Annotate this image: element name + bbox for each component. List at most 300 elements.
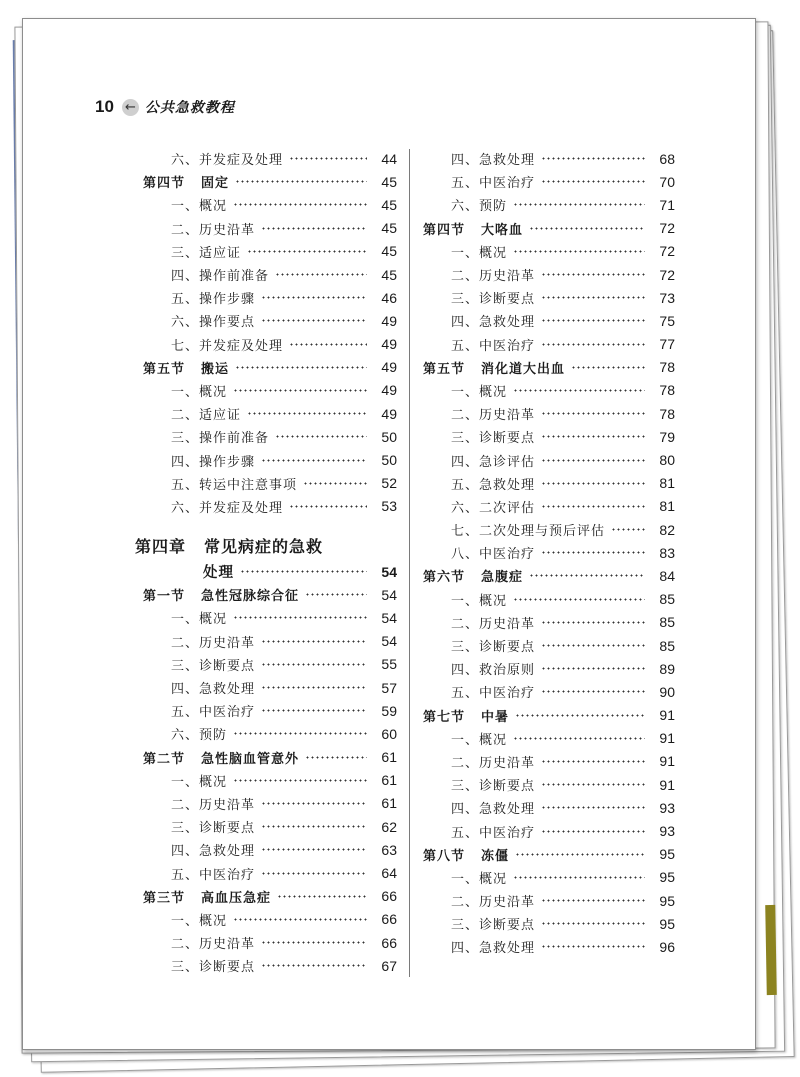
toc-entry[interactable] — [415, 147, 675, 170]
entry-page: 49 — [381, 382, 397, 399]
entry-page: 54 — [381, 633, 397, 650]
toc-group — [135, 583, 397, 977]
toc-section[interactable] — [135, 170, 397, 193]
entry-label: 四、急诊评估 — [451, 454, 536, 470]
leader-dots — [233, 779, 367, 782]
entry-label: 三、诊断要点 — [451, 640, 536, 656]
entry-label: 三、诊断要点 — [171, 960, 256, 976]
entry-label: 五、转运中注意事项 — [171, 477, 298, 493]
entry-page: 91 — [659, 753, 675, 770]
section-number: 第五节 — [423, 361, 466, 377]
entry-label: 二、历史沿革 — [451, 269, 536, 285]
entry-page: 95 — [659, 846, 675, 863]
leader-dots — [233, 203, 367, 206]
leader-dots — [289, 157, 367, 160]
entry-label: 四、急救处理 — [451, 941, 536, 957]
leader-dots — [541, 899, 645, 902]
entry-label: 三、适应证 — [171, 245, 242, 261]
entry-page: 90 — [659, 683, 675, 700]
toc-section[interactable] — [415, 217, 675, 240]
toc-entry[interactable] — [415, 425, 675, 448]
entry-page: 78 — [659, 359, 675, 376]
toc-entry[interactable] — [135, 699, 397, 722]
section-title — [135, 172, 235, 191]
toc-entry[interactable] — [135, 495, 397, 518]
entry-page: 50 — [381, 452, 397, 469]
leader-dots — [541, 806, 645, 809]
leader-dots — [261, 663, 367, 666]
entry-page: 45 — [381, 196, 397, 213]
leader-dots — [541, 459, 645, 462]
leader-dots — [541, 690, 645, 693]
entry-label: 五、中医治疗 — [451, 825, 536, 841]
leader-dots — [233, 918, 367, 921]
leader-dots — [235, 366, 367, 369]
toc-entry[interactable] — [415, 379, 675, 402]
leader-dots — [261, 802, 367, 805]
entry-page: 80 — [659, 452, 675, 469]
entry-label: 五、中医治疗 — [451, 686, 536, 702]
toc-entry[interactable] — [415, 889, 675, 912]
toc-section[interactable] — [415, 564, 675, 587]
toc-entry[interactable] — [135, 931, 397, 954]
leader-dots — [513, 203, 645, 206]
toc-entry[interactable] — [135, 333, 397, 356]
section-title — [415, 566, 529, 585]
toc-entry[interactable] — [415, 773, 675, 796]
entry-label: 六、预防 — [171, 728, 228, 744]
entry-page: 53 — [381, 498, 397, 515]
toc-entry[interactable] — [135, 769, 397, 792]
leader-dots — [275, 435, 367, 438]
entry-label: 六、并发症及处理 — [171, 153, 284, 169]
entry-label: 六、二次评估 — [451, 500, 536, 516]
entry-label: 三、诊断要点 — [451, 918, 536, 934]
entry-label: 七、并发症及处理 — [171, 338, 284, 354]
leader-dots — [247, 250, 367, 253]
toc-group — [415, 147, 675, 959]
leader-dots — [541, 922, 645, 925]
entry-page: 75 — [659, 312, 675, 329]
entry-page: 50 — [381, 428, 397, 445]
entry-label: 二、历史沿革 — [451, 616, 536, 632]
leader-dots — [513, 389, 645, 392]
entry-label: 一、概况 — [171, 774, 228, 790]
section-label: 高血压急症 — [201, 890, 272, 906]
leader-dots — [303, 482, 367, 485]
toc-section[interactable] — [415, 356, 675, 379]
toc-section[interactable] — [415, 704, 675, 727]
entry-page: 79 — [659, 428, 675, 445]
entry-page: 66 — [381, 888, 397, 905]
column-divider — [409, 149, 410, 977]
leader-dots — [261, 941, 367, 944]
toc-entry[interactable] — [415, 286, 675, 309]
entry-label: 三、诊断要点 — [451, 779, 536, 795]
leader-dots — [305, 593, 367, 596]
entry-label: 一、概况 — [451, 593, 508, 609]
entry-label: 二、历史沿革 — [171, 222, 256, 238]
toc-entry[interactable] — [415, 448, 675, 471]
toc-section[interactable] — [135, 583, 397, 606]
toc-entry[interactable] — [415, 866, 675, 889]
entry-page: 54 — [381, 586, 397, 603]
section-number: 第四节 — [423, 222, 466, 238]
entry-page: 93 — [659, 823, 675, 840]
entry-label: 八、中医治疗 — [451, 547, 536, 563]
toc-entry[interactable] — [415, 680, 675, 703]
toc-section[interactable] — [135, 356, 397, 379]
entry-page: 61 — [381, 749, 397, 766]
toc-entry[interactable] — [135, 606, 397, 629]
entry-page: 82 — [659, 521, 675, 538]
leader-dots — [240, 570, 367, 573]
entry-label: 三、诊断要点 — [451, 431, 536, 447]
toc-entry[interactable] — [135, 402, 397, 425]
entry-label: 五、中医治疗 — [451, 338, 536, 354]
leader-dots — [541, 760, 645, 763]
toc-entry[interactable] — [415, 170, 675, 193]
entry-page: 49 — [381, 312, 397, 329]
entry-page: 61 — [381, 795, 397, 812]
leader-dots — [261, 848, 367, 851]
entry-label: 一、概况 — [171, 384, 228, 400]
entry-label: 四、急救处理 — [171, 844, 256, 860]
entry-page: 83 — [659, 544, 675, 561]
leader-dots — [541, 273, 645, 276]
entry-label: 一、概况 — [171, 612, 228, 628]
leader-dots — [261, 319, 367, 322]
entry-page: 45 — [381, 266, 397, 283]
chapter-title: 常见病症的急救 — [204, 536, 324, 556]
toc-entry[interactable] — [415, 193, 675, 216]
entry-page: 91 — [659, 707, 675, 724]
entry-page: 81 — [659, 498, 675, 515]
entry-label: 五、中医治疗 — [171, 867, 256, 883]
entry-label: 一、概况 — [451, 871, 508, 887]
toc-entry[interactable] — [135, 630, 397, 653]
toc-entry[interactable] — [415, 588, 675, 611]
leader-dots — [541, 830, 645, 833]
leader-dots — [541, 296, 645, 299]
toc-entry[interactable] — [135, 653, 397, 676]
toc-right-column — [415, 147, 675, 959]
leader-dots — [513, 737, 645, 740]
entry-label: 六、预防 — [451, 199, 508, 215]
section-label: 急性冠脉综合征 — [201, 589, 300, 605]
toc-entry[interactable] — [415, 912, 675, 935]
entry-label: 四、急救处理 — [451, 315, 536, 331]
entry-label: 一、概况 — [171, 199, 228, 215]
entry-page: 93 — [659, 799, 675, 816]
leader-dots — [571, 366, 645, 369]
entry-page: 66 — [381, 911, 397, 928]
entry-page: 45 — [381, 173, 397, 190]
entry-label: 六、并发症及处理 — [171, 500, 284, 516]
entry-page: 49 — [381, 405, 397, 422]
entry-label: 二、历史沿革 — [171, 937, 256, 953]
entry-label: 四、急救处理 — [451, 802, 536, 818]
leader-dots — [233, 616, 367, 619]
leader-dots — [529, 574, 645, 577]
toc-entry[interactable] — [415, 263, 675, 286]
toc-entry[interactable] — [415, 750, 675, 773]
section-label: 固定 — [201, 176, 230, 192]
toc-entry[interactable] — [135, 240, 397, 263]
toc-section[interactable] — [135, 746, 397, 769]
entry-page: 59 — [381, 702, 397, 719]
section-label: 大咯血 — [481, 222, 524, 238]
page-header — [95, 97, 235, 117]
leader-dots — [541, 157, 645, 160]
page-number: 10 — [95, 97, 114, 116]
toc-entry[interactable] — [135, 838, 397, 861]
entry-page: 64 — [381, 865, 397, 882]
entry-label: 五、操作步骤 — [171, 292, 256, 308]
leader-dots — [611, 528, 645, 531]
section-title — [415, 219, 529, 238]
toc-entry[interactable] — [135, 908, 397, 931]
section-title — [135, 358, 235, 377]
leader-dots — [541, 343, 645, 346]
entry-label: 六、操作要点 — [171, 315, 256, 331]
toc-section[interactable] — [135, 885, 397, 908]
entry-page: 45 — [381, 243, 397, 260]
entry-label: 三、诊断要点 — [451, 292, 536, 308]
toc-entry[interactable] — [415, 240, 675, 263]
entry-page: 95 — [659, 892, 675, 909]
section-title — [135, 748, 305, 767]
chapter-number: 第四章 — [135, 536, 187, 556]
section-title — [415, 845, 515, 864]
section-number: 第二节 — [143, 751, 186, 767]
leader-dots — [289, 343, 367, 346]
leader-dots — [261, 825, 367, 828]
leader-dots — [261, 640, 367, 643]
entry-page: 62 — [381, 818, 397, 835]
stacked-page-edge — [765, 905, 777, 995]
leader-dots — [277, 895, 367, 898]
toc-entry[interactable] — [135, 425, 397, 448]
section-number: 第五节 — [143, 361, 186, 377]
chapter-spacer — [135, 518, 397, 530]
entry-label: 二、历史沿革 — [451, 755, 536, 771]
toc-entry[interactable] — [415, 611, 675, 634]
entry-page: 52 — [381, 475, 397, 492]
entry-label: 四、救治原则 — [451, 663, 536, 679]
toc-group — [135, 147, 397, 518]
entry-page: 91 — [659, 730, 675, 747]
toc-entry[interactable] — [415, 472, 675, 495]
entry-page: 84 — [659, 567, 675, 584]
entry-label: 四、急救处理 — [451, 153, 536, 169]
section-number: 第三节 — [143, 890, 186, 906]
entry-page: 46 — [381, 289, 397, 306]
entry-page: 45 — [381, 220, 397, 237]
entry-label: 四、操作步骤 — [171, 454, 256, 470]
toc-entry[interactable] — [135, 379, 397, 402]
entry-page: 72 — [659, 266, 675, 283]
leader-dots — [529, 227, 645, 230]
toc-entry[interactable] — [415, 309, 675, 332]
section-label: 中暑 — [481, 709, 510, 725]
toc-left-column — [135, 147, 397, 977]
chapter-heading[interactable] — [135, 530, 397, 560]
leader-dots — [541, 180, 645, 183]
leader-dots — [233, 389, 367, 392]
toc-entry[interactable] — [135, 193, 397, 216]
entry-page: 61 — [381, 772, 397, 789]
toc-entry[interactable] — [135, 815, 397, 838]
leader-dots — [541, 621, 645, 624]
leader-dots — [513, 250, 645, 253]
leader-dots — [541, 412, 645, 415]
toc-entry[interactable] — [415, 657, 675, 680]
leader-dots — [261, 709, 367, 712]
entry-page: 81 — [659, 475, 675, 492]
chapter-page: 54 — [381, 563, 397, 580]
section-label: 冻僵 — [481, 848, 510, 864]
section-title — [415, 358, 571, 377]
section-number: 第一节 — [143, 589, 186, 605]
leader-dots — [541, 505, 645, 508]
entry-label: 三、诊断要点 — [171, 821, 256, 837]
entry-page: 72 — [659, 220, 675, 237]
leader-dots — [541, 945, 645, 948]
entry-label: 五、中医治疗 — [451, 176, 536, 192]
leader-dots — [541, 435, 645, 438]
toc-entry[interactable] — [135, 448, 397, 471]
entry-label: 二、历史沿革 — [171, 797, 256, 813]
section-title — [135, 585, 305, 604]
entry-page: 72 — [659, 243, 675, 260]
leader-dots — [541, 667, 645, 670]
entry-page: 73 — [659, 289, 675, 306]
leader-dots — [513, 876, 645, 879]
leader-dots — [261, 872, 367, 875]
entry-label: 三、诊断要点 — [171, 658, 256, 674]
toc-entry[interactable] — [135, 147, 397, 170]
toc-entry[interactable] — [135, 309, 397, 332]
entry-page: 57 — [381, 679, 397, 696]
entry-page: 96 — [659, 938, 675, 955]
toc-entry[interactable] — [415, 935, 675, 958]
toc-section[interactable] — [415, 843, 675, 866]
leader-dots — [261, 686, 367, 689]
leader-dots — [305, 756, 367, 759]
section-title — [415, 706, 515, 725]
section-number: 第四节 — [143, 176, 186, 192]
entry-page: 49 — [381, 359, 397, 376]
leader-dots — [541, 482, 645, 485]
section-label: 搬运 — [201, 361, 230, 377]
toc-entry[interactable] — [135, 217, 397, 240]
toc-entry[interactable] — [415, 796, 675, 819]
entry-page: 70 — [659, 173, 675, 190]
toc-entry[interactable] — [135, 472, 397, 495]
leader-dots — [235, 180, 367, 183]
entry-page: 78 — [659, 405, 675, 422]
entry-page: 63 — [381, 841, 397, 858]
entry-label: 一、概况 — [171, 913, 228, 929]
leader-dots — [261, 296, 367, 299]
entry-page: 44 — [381, 150, 397, 167]
toc-entry[interactable] — [415, 634, 675, 657]
entry-page: 95 — [659, 869, 675, 886]
leader-dots — [261, 459, 367, 462]
back-arrow-icon: ← — [122, 99, 139, 116]
leader-dots — [261, 227, 367, 230]
section-label: 急腹症 — [481, 570, 524, 586]
toc-entry[interactable] — [135, 792, 397, 815]
entry-page: 67 — [381, 957, 397, 974]
entry-page: 95 — [659, 915, 675, 932]
section-number: 第八节 — [423, 848, 466, 864]
entry-page: 68 — [659, 150, 675, 167]
section-number: 第六节 — [423, 570, 466, 586]
toc-entry[interactable] — [135, 286, 397, 309]
entry-page: 71 — [659, 196, 675, 213]
leader-dots — [541, 319, 645, 322]
leader-dots — [541, 644, 645, 647]
entry-label: 二、适应证 — [171, 408, 242, 424]
toc-entry[interactable] — [415, 402, 675, 425]
toc-entry[interactable] — [415, 819, 675, 842]
leader-dots — [233, 732, 367, 735]
entry-page: 91 — [659, 776, 675, 793]
leader-dots — [515, 853, 645, 856]
entry-label: 五、中医治疗 — [171, 705, 256, 721]
leader-dots — [515, 714, 645, 717]
entry-label: 三、操作前准备 — [171, 431, 270, 447]
chapter-heading-cont[interactable] — [135, 560, 397, 583]
toc-entry[interactable] — [415, 727, 675, 750]
entry-page: 66 — [381, 934, 397, 951]
toc-entry[interactable] — [415, 518, 675, 541]
entry-label: 一、概况 — [451, 384, 508, 400]
leader-dots — [247, 412, 367, 415]
toc-entry[interactable] — [135, 263, 397, 286]
toc-page — [22, 18, 756, 1050]
entry-page: 77 — [659, 336, 675, 353]
leader-dots — [541, 551, 645, 554]
entry-label: 一、概况 — [451, 732, 508, 748]
toc-entry[interactable] — [415, 541, 675, 564]
section-label: 消化道大出血 — [481, 361, 566, 377]
entry-label: 二、历史沿革 — [451, 408, 536, 424]
entry-page: 85 — [659, 637, 675, 654]
entry-page: 49 — [381, 336, 397, 353]
section-label: 急性脑血管意外 — [201, 751, 300, 767]
toc-entry[interactable] — [135, 954, 397, 977]
section-number: 第七节 — [423, 709, 466, 725]
entry-label: 四、急救处理 — [171, 682, 256, 698]
leader-dots — [275, 273, 367, 276]
toc-entry[interactable] — [135, 722, 397, 745]
entry-label: 二、历史沿革 — [171, 635, 256, 651]
section-title — [135, 887, 277, 906]
entry-page: 60 — [381, 725, 397, 742]
toc-entry[interactable] — [415, 495, 675, 518]
entry-page: 78 — [659, 382, 675, 399]
toc-entry[interactable] — [135, 861, 397, 884]
book-title: 公共急救教程 — [144, 100, 235, 116]
entry-label: 五、急救处理 — [451, 477, 536, 493]
entry-page: 89 — [659, 660, 675, 677]
toc-entry[interactable] — [135, 676, 397, 699]
toc-entry[interactable] — [415, 333, 675, 356]
entry-page: 85 — [659, 614, 675, 631]
